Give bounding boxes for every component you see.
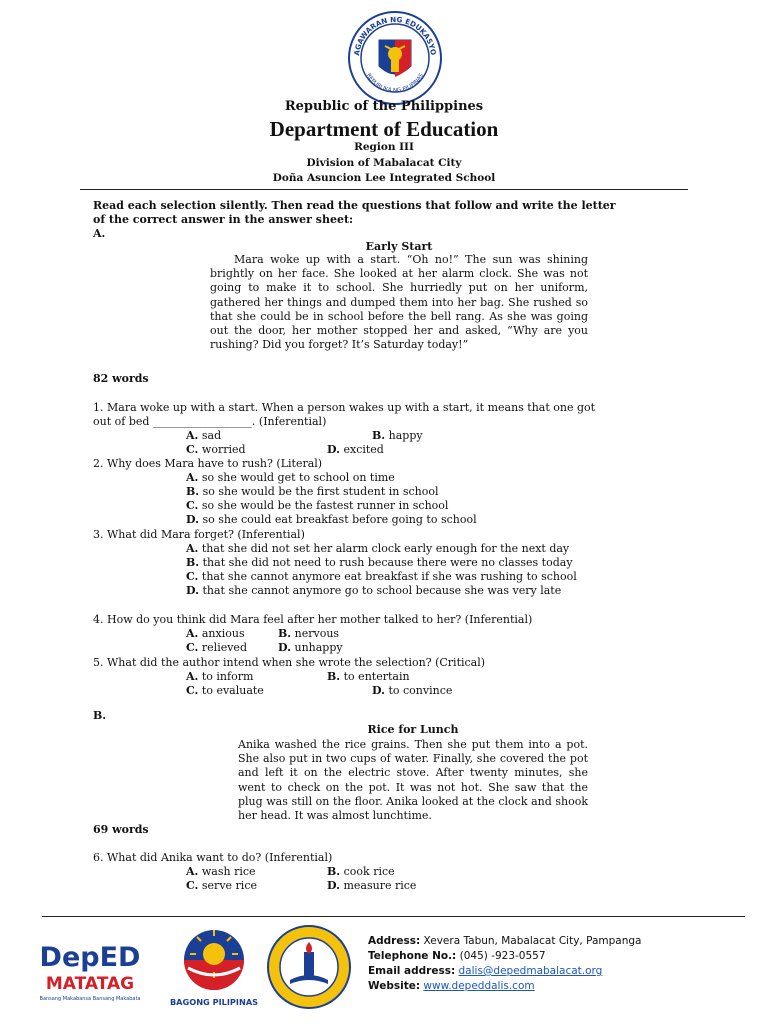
deped-matatag-logo — [30, 934, 150, 1006]
instructions-line-1: Read each selection silently. Then read the questions that follow and write the letter — [93, 199, 616, 212]
section-b-label: B. — [93, 709, 107, 722]
story-b-passage: Anika washed the rice grains. Then she put them into a pot. She also put in two cups of water. Finally, she covered the pot and left it on the electric stove. After twenty minutes, she went to check on the pot. It was not hot. She saw that the plug was still on the floor. Anika looked at the clock and shook her head. It was almost lunchtime. — [238, 738, 588, 823]
footer-telephone: Telephone No.: (045) -923-0557 — [368, 950, 546, 962]
question-3-stem: 3. What did Mara forget? (Inferential) — [93, 528, 305, 541]
question-2-stem: 2. Why does Mara have to rush? (Literal) — [93, 457, 323, 470]
header-divider — [80, 189, 688, 190]
svg-text:KAGAWARAN NG EDUKASYON: AGAWARAN NG EDUKASYO — [352, 14, 438, 57]
svg-text:DepED: DepED — [39, 942, 141, 973]
deped-seal-logo — [347, 10, 443, 106]
question-1-option-b[interactable]: B. happy — [372, 429, 423, 442]
division-heading: Division of Mabalacat City — [306, 157, 462, 169]
footer-website: Website: www.depeddalis.com — [368, 980, 535, 992]
region-heading: Region III — [354, 141, 414, 153]
footer-email: Email address: dalis@depedmabalacat.org — [368, 965, 603, 977]
question-6-option-c[interactable]: C. serve rice — [186, 879, 257, 892]
question-4-option-b[interactable]: B. nervous — [278, 627, 340, 640]
question-5-option-c[interactable]: C. to evaluate — [186, 684, 264, 697]
instructions-line-2: of the correct answer in the answer sheet: — [93, 213, 354, 226]
question-6-option-a[interactable]: A. wash rice — [186, 865, 256, 878]
question-6-option-b[interactable]: B. cook rice — [327, 865, 395, 878]
question-5-option-d[interactable]: D. to convince — [372, 684, 453, 697]
svg-text:MATATAG: MATATAG — [45, 974, 135, 994]
question-1-option-c[interactable]: C. worried — [186, 443, 246, 456]
footer-divider — [42, 916, 745, 917]
story-a-word-count: 82 words — [93, 372, 149, 385]
question-6-option-d[interactable]: D. measure rice — [327, 879, 417, 892]
question-3-option-c[interactable]: C. that she cannot anymore eat breakfast if she was rushing to school — [186, 570, 577, 583]
story-b-word-count: 69 words — [93, 823, 149, 836]
question-3-option-b[interactable]: B. that she did not need to rush because there were no classes today — [186, 556, 573, 569]
question-2-option-a[interactable]: A. so she would get to school on time — [186, 471, 395, 484]
question-4-stem: 4. How do you think did Mara feel after her mother talked to her? (Inferential) — [93, 613, 533, 626]
question-1-option-d[interactable]: D. excited — [327, 443, 384, 456]
question-2-option-c[interactable]: C. so she would be the fastest runner in school — [186, 499, 449, 512]
department-heading: Department of Education — [269, 117, 499, 141]
question-3-option-d[interactable]: D. that she cannot anymore go to school because she was very late — [186, 584, 562, 597]
bagong-pilipinas-logo — [170, 924, 258, 1010]
republic-heading: Republic of the Philippines — [284, 99, 484, 114]
story-a-title: Early Start — [365, 240, 433, 253]
footer-address: Address: Xevera Tabun, Mabalacat City, Pampanga — [368, 935, 642, 947]
question-1-stem-line-2: out of bed __________________. (Inferential) — [93, 415, 327, 428]
school-heading: Doña Asuncion Lee Integrated School — [272, 172, 496, 184]
question-6-stem: 6. What did Anika want to do? (Inferential) — [93, 851, 333, 864]
question-5-option-a[interactable]: A. to inform — [186, 670, 254, 683]
section-a-label: A. — [93, 227, 106, 240]
question-3-option-a[interactable]: A. that she did not set her alarm clock early enough for the next day — [186, 542, 570, 555]
question-2-option-b[interactable]: B. so she would be the first student in school — [186, 485, 439, 498]
question-4-option-c[interactable]: C. relieved — [186, 641, 247, 654]
question-4-option-d[interactable]: D. unhappy — [278, 641, 343, 654]
question-5-stem: 5. What did the author intend when she wrote the selection? (Critical) — [93, 656, 486, 669]
website-link[interactable]: www.depeddalis.com — [423, 980, 535, 992]
question-1-option-a[interactable]: A. sad — [186, 429, 222, 442]
question-1-stem-line-1: 1. Mara woke up with a start. When a person wakes up with a start, it means that one got — [93, 401, 596, 414]
svg-text:Bansang Makabansa Bansang Mak: Bansang Makabansa Bansang Makabata — [39, 996, 141, 1002]
school-seal-logo — [266, 924, 352, 1010]
question-5-option-b[interactable]: B. to entertain — [327, 670, 410, 683]
svg-text:REPUBLIKA NG PILIPINAS: REPUBLIKA NG PILIPINAS — [364, 72, 426, 95]
story-b-title: Rice for Lunch — [367, 723, 459, 736]
question-4-option-a[interactable]: A. anxious — [186, 627, 245, 640]
question-2-option-d[interactable]: D. so she could eat breakfast before going to school — [186, 513, 477, 526]
story-a-passage: Mara woke up with a start. “Oh no!” The sun was shining brightly on her face. She looked at her alarm clock. She was not going to make it to school. She hurriedly put on her uniform, gathered her things and dumped them into her bag. She rushed so that she could be in school before the bell rang. As she was going out the door, her mother stopped her and asked, “Why are you rushing? Did you forget? It’s Saturday today!” — [210, 253, 588, 352]
email-link[interactable]: dalis@depedmabalacat.org — [458, 965, 603, 977]
svg-text:BAGONG PILIPINAS: BAGONG PILIPINAS — [170, 997, 258, 1007]
